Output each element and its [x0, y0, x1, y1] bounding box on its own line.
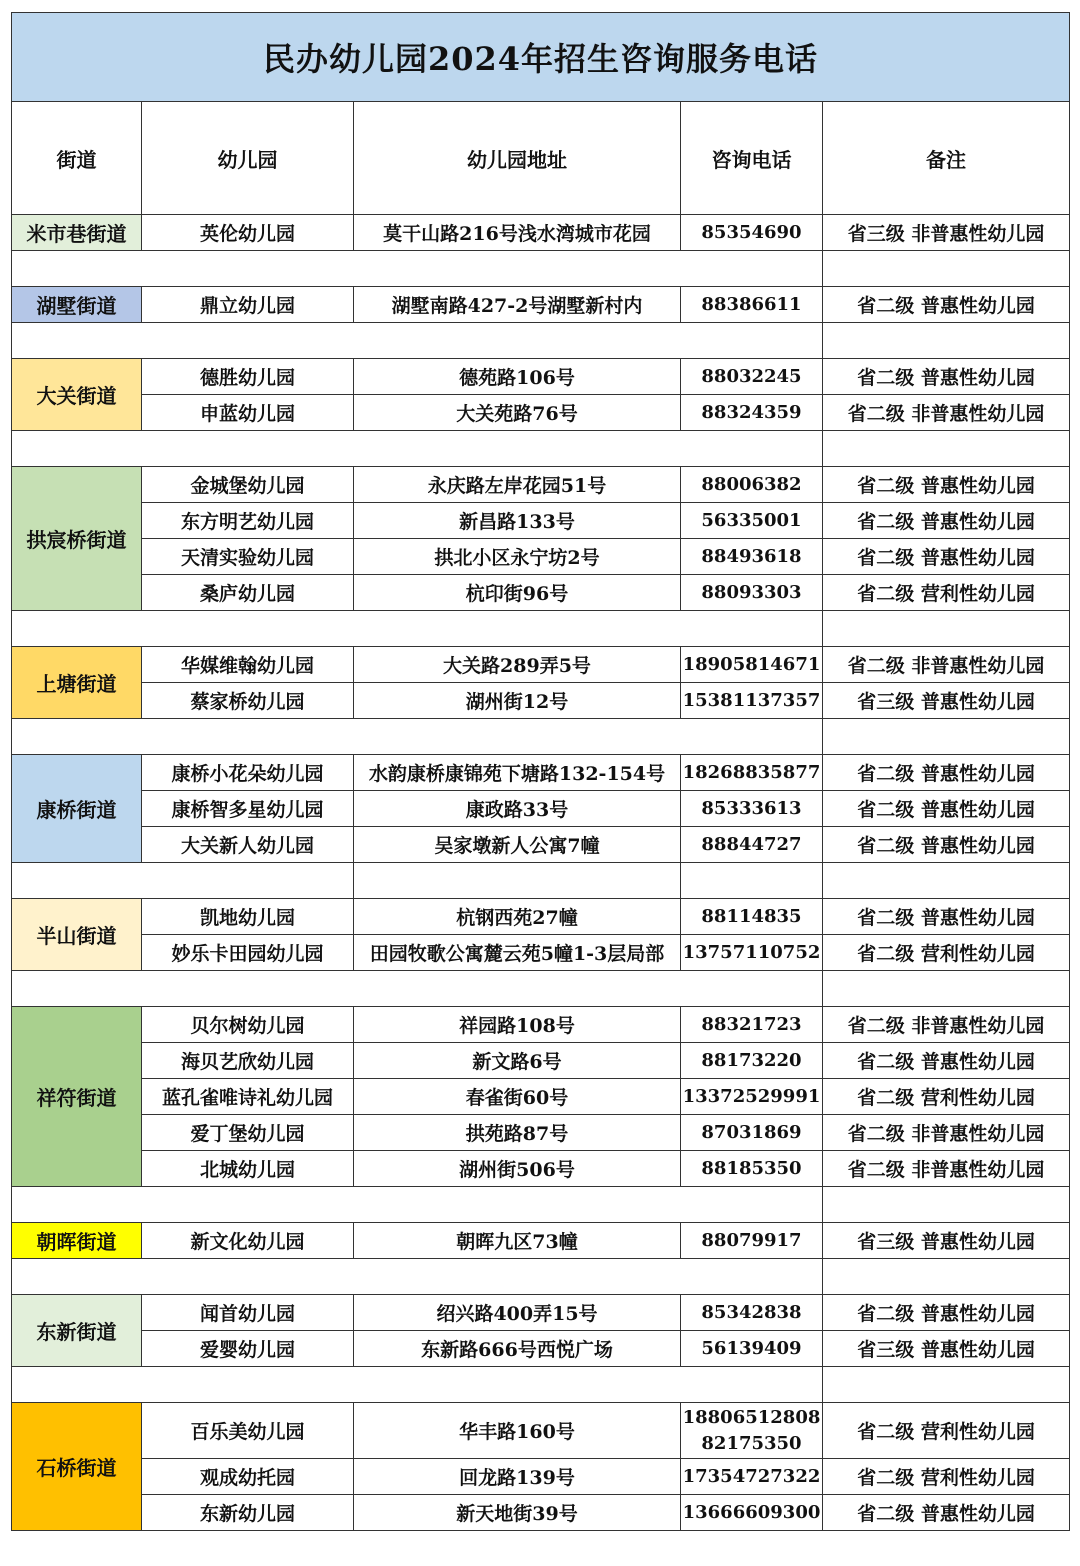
note-cell: 省二级 营利性幼儿园 — [823, 575, 1070, 611]
kindergarten-name-cell: 北城幼儿园 — [142, 1151, 354, 1187]
header-row — [12, 102, 1070, 215]
table-row — [12, 1151, 1070, 1187]
note-cell: 省三级 普惠性幼儿园 — [823, 1223, 1070, 1259]
district-cell: 上塘街道 — [12, 647, 142, 719]
spacer-cell — [12, 719, 823, 755]
note-cell: 省二级 普惠性幼儿园 — [823, 503, 1070, 539]
table-row — [12, 1331, 1070, 1367]
table-row — [12, 1223, 1070, 1259]
spacer-row — [12, 611, 1070, 647]
note-cell: 省二级 非普惠性幼儿园 — [823, 1115, 1070, 1151]
address-cell: 大关路289弄5号 — [354, 647, 681, 683]
address-cell: 永庆路左岸花园51号 — [354, 467, 681, 503]
phone-cell: 56139409 — [681, 1331, 823, 1367]
address-cell: 康政路33号 — [354, 791, 681, 827]
district-cell: 米市巷街道 — [12, 215, 142, 251]
phone-cell: 13757110752 — [681, 935, 823, 971]
table-row — [12, 899, 1070, 935]
spacer-cell — [12, 431, 823, 467]
address-cell: 德苑路106号 — [354, 359, 681, 395]
kindergarten-name-cell: 天清实验幼儿园 — [142, 539, 354, 575]
kindergarten-name-cell: 观成幼托园 — [142, 1459, 354, 1495]
address-cell: 莫干山路216号浅水湾城市花园 — [354, 215, 681, 251]
spacer-cell — [823, 1259, 1070, 1295]
district-cell: 半山街道 — [12, 899, 142, 971]
kindergarten-name-cell: 德胜幼儿园 — [142, 359, 354, 395]
kindergarten-name-cell: 东方明艺幼儿园 — [142, 503, 354, 539]
address-cell: 绍兴路400弄15号 — [354, 1295, 681, 1331]
spacer-cell — [823, 1367, 1070, 1403]
table-row — [12, 1043, 1070, 1079]
kindergarten-name-cell: 妙乐卡田园幼儿园 — [142, 935, 354, 971]
kindergarten-name-cell: 蓝孔雀唯诗礼幼儿园 — [142, 1079, 354, 1115]
kindergarten-name-cell: 大关新人幼儿园 — [142, 827, 354, 863]
kindergarten-name-cell: 海贝艺欣幼儿园 — [142, 1043, 354, 1079]
table-row — [12, 467, 1070, 503]
note-cell: 省二级 普惠性幼儿园 — [823, 467, 1070, 503]
address-cell: 东新路666号西悦广场 — [354, 1331, 681, 1367]
spacer-cell — [823, 431, 1070, 467]
kindergarten-name-cell: 新文化幼儿园 — [142, 1223, 354, 1259]
address-cell: 水韵康桥康锦苑下塘路132-154号 — [354, 755, 681, 791]
address-cell: 春雀街60号 — [354, 1079, 681, 1115]
table-row — [12, 287, 1070, 323]
district-cell: 东新街道 — [12, 1295, 142, 1367]
header-note: 备注 — [823, 102, 1070, 215]
phone-cell: 88493618 — [681, 539, 823, 575]
table-row — [12, 1459, 1070, 1495]
table-row — [12, 935, 1070, 971]
note-cell: 省二级 营利性幼儿园 — [823, 1079, 1070, 1115]
address-cell: 大关苑路76号 — [354, 395, 681, 431]
table-row — [12, 1295, 1070, 1331]
district-cell: 朝晖街道 — [12, 1223, 142, 1259]
phone-cell: 88114835 — [681, 899, 823, 935]
spacer-cell — [681, 863, 823, 899]
district-cell: 康桥街道 — [12, 755, 142, 863]
note-cell: 省二级 普惠性幼儿园 — [823, 899, 1070, 935]
spacer-row — [12, 719, 1070, 755]
header-phone: 咨询电话 — [681, 102, 823, 215]
address-cell: 朝晖九区73幢 — [354, 1223, 681, 1259]
phone-cell: 17354727322 — [681, 1459, 823, 1495]
address-cell: 杭钢西苑27幢 — [354, 899, 681, 935]
district-cell: 祥符街道 — [12, 1007, 142, 1187]
spacer-cell — [12, 863, 354, 899]
address-cell: 湖州街506号 — [354, 1151, 681, 1187]
table-row — [12, 647, 1070, 683]
phone-cell: 18268835877 — [681, 755, 823, 791]
address-cell: 吴家墩新人公寓7幢 — [354, 827, 681, 863]
table-row — [12, 395, 1070, 431]
note-cell: 省二级 普惠性幼儿园 — [823, 1043, 1070, 1079]
phone-cell: 13666609300 — [681, 1495, 823, 1531]
kindergarten-name-cell: 英伦幼儿园 — [142, 215, 354, 251]
phone-cell: 85342838 — [681, 1295, 823, 1331]
spacer-cell — [823, 863, 1070, 899]
address-cell: 田园牧歌公寓麓云苑5幢1-3层局部 — [354, 935, 681, 971]
table-row — [12, 503, 1070, 539]
spacer-cell — [823, 611, 1070, 647]
note-cell: 省二级 营利性幼儿园 — [823, 1459, 1070, 1495]
table-row — [12, 215, 1070, 251]
phone-cell: 85354690 — [681, 215, 823, 251]
kindergarten-name-cell: 爱丁堡幼儿园 — [142, 1115, 354, 1151]
spacer-row — [12, 251, 1070, 287]
phone-cell: 85333613 — [681, 791, 823, 827]
address-cell: 杭印街96号 — [354, 575, 681, 611]
phone-cell: 88032245 — [681, 359, 823, 395]
kindergarten-name-cell: 贝尔树幼儿园 — [142, 1007, 354, 1043]
phone-cell: 13372529991 — [681, 1079, 823, 1115]
note-cell: 省三级 普惠性幼儿园 — [823, 683, 1070, 719]
note-cell: 省二级 普惠性幼儿园 — [823, 755, 1070, 791]
kindergarten-name-cell: 桑庐幼儿园 — [142, 575, 354, 611]
header-district: 街道 — [12, 102, 142, 215]
table-row — [12, 359, 1070, 395]
address-cell: 新文路6号 — [354, 1043, 681, 1079]
kindergarten-name-cell: 金城堡幼儿园 — [142, 467, 354, 503]
kindergarten-name-cell: 鼎立幼儿园 — [142, 287, 354, 323]
spacer-cell — [823, 971, 1070, 1007]
spacer-cell — [12, 611, 823, 647]
phone-cell: 88006382 — [681, 467, 823, 503]
table-row — [12, 755, 1070, 791]
address-cell: 祥园路108号 — [354, 1007, 681, 1043]
kindergarten-name-cell: 申蓝幼儿园 — [142, 395, 354, 431]
phone-cell: 88324359 — [681, 395, 823, 431]
address-cell: 湖州街12号 — [354, 683, 681, 719]
note-cell: 省二级 非普惠性幼儿园 — [823, 1151, 1070, 1187]
note-cell: 省二级 非普惠性幼儿园 — [823, 1007, 1070, 1043]
spacer-cell — [823, 323, 1070, 359]
spacer-cell — [823, 1187, 1070, 1223]
spacer-row — [12, 323, 1070, 359]
address-cell: 拱苑路87号 — [354, 1115, 681, 1151]
kindergarten-name-cell: 闻首幼儿园 — [142, 1295, 354, 1331]
spacer-cell — [12, 251, 823, 287]
spacer-cell — [354, 863, 681, 899]
spacer-cell — [12, 1187, 823, 1223]
note-cell: 省二级 普惠性幼儿园 — [823, 1295, 1070, 1331]
table-row — [12, 1403, 1070, 1459]
table-row — [12, 1079, 1070, 1115]
kindergarten-name-cell: 华媒维翰幼儿园 — [142, 647, 354, 683]
kindergarten-name-cell: 爱婴幼儿园 — [142, 1331, 354, 1367]
district-cell: 湖墅街道 — [12, 287, 142, 323]
table-row — [12, 1007, 1070, 1043]
note-cell: 省三级 普惠性幼儿园 — [823, 1331, 1070, 1367]
table-row — [12, 791, 1070, 827]
spacer-cell — [12, 1259, 823, 1295]
note-cell: 省二级 非普惠性幼儿园 — [823, 647, 1070, 683]
spacer-row — [12, 1367, 1070, 1403]
phone-cell: 88386611 — [681, 287, 823, 323]
kindergarten-name-cell: 凯地幼儿园 — [142, 899, 354, 935]
note-cell: 省二级 普惠性幼儿园 — [823, 359, 1070, 395]
table-row — [12, 575, 1070, 611]
spacer-row — [12, 1187, 1070, 1223]
phone-cell: 88079917 — [681, 1223, 823, 1259]
note-cell: 省二级 普惠性幼儿园 — [823, 1495, 1070, 1531]
header-kindergarten: 幼儿园 — [142, 102, 354, 215]
kindergarten-name-cell: 康桥小花朵幼儿园 — [142, 755, 354, 791]
district-cell: 石桥街道 — [12, 1403, 142, 1531]
address-cell: 新昌路133号 — [354, 503, 681, 539]
kindergarten-name-cell: 康桥智多星幼儿园 — [142, 791, 354, 827]
address-cell: 湖墅南路427-2号湖墅新村内 — [354, 287, 681, 323]
table-row — [12, 1495, 1070, 1531]
phone-cell: 88185350 — [681, 1151, 823, 1187]
note-cell: 省二级 普惠性幼儿园 — [823, 287, 1070, 323]
kindergarten-name-cell: 蔡家桥幼儿园 — [142, 683, 354, 719]
address-cell: 回龙路139号 — [354, 1459, 681, 1495]
note-cell: 省二级 普惠性幼儿园 — [823, 539, 1070, 575]
spacer-cell — [823, 719, 1070, 755]
phone-cell: 88173220 — [681, 1043, 823, 1079]
phone-cell: 15381137357 — [681, 683, 823, 719]
kindergarten-name-cell: 东新幼儿园 — [142, 1495, 354, 1531]
spacer-cell — [12, 971, 823, 1007]
phone-cell: 87031869 — [681, 1115, 823, 1151]
spacer-row — [12, 1259, 1070, 1295]
spacer-row — [12, 431, 1070, 467]
phone-cell: 18905814671 — [681, 647, 823, 683]
address-cell: 新天地街39号 — [354, 1495, 681, 1531]
spacer-row — [12, 971, 1070, 1007]
table-row — [12, 827, 1070, 863]
note-cell: 省二级 营利性幼儿园 — [823, 935, 1070, 971]
spacer-cell — [823, 251, 1070, 287]
spacer-row — [12, 863, 1070, 899]
spacer-cell — [12, 323, 823, 359]
phone-cell: 88093303 — [681, 575, 823, 611]
page-title: 民办幼儿园2024年招生咨询服务电话 — [12, 13, 1070, 102]
note-cell: 省二级 普惠性幼儿园 — [823, 827, 1070, 863]
table-row — [12, 1115, 1070, 1151]
table-row — [12, 539, 1070, 575]
phone-cell: 18806512808 82175350 — [681, 1403, 823, 1459]
note-cell: 省二级 非普惠性幼儿园 — [823, 395, 1070, 431]
note-cell: 省二级 营利性幼儿园 — [823, 1403, 1070, 1459]
phone-cell: 88844727 — [681, 827, 823, 863]
address-cell: 华丰路160号 — [354, 1403, 681, 1459]
district-cell: 大关街道 — [12, 359, 142, 431]
kindergarten-name-cell: 百乐美幼儿园 — [142, 1403, 354, 1459]
spreadsheet — [11, 12, 1069, 1531]
note-cell: 省三级 非普惠性幼儿园 — [823, 215, 1070, 251]
header-address: 幼儿园地址 — [354, 102, 681, 215]
kindergarten-table — [11, 12, 1070, 1531]
phone-cell: 88321723 — [681, 1007, 823, 1043]
note-cell: 省二级 普惠性幼儿园 — [823, 791, 1070, 827]
spacer-cell — [12, 1367, 823, 1403]
district-cell: 拱宸桥街道 — [12, 467, 142, 611]
address-cell: 拱北小区永宁坊2号 — [354, 539, 681, 575]
phone-cell: 56335001 — [681, 503, 823, 539]
table-row — [12, 683, 1070, 719]
